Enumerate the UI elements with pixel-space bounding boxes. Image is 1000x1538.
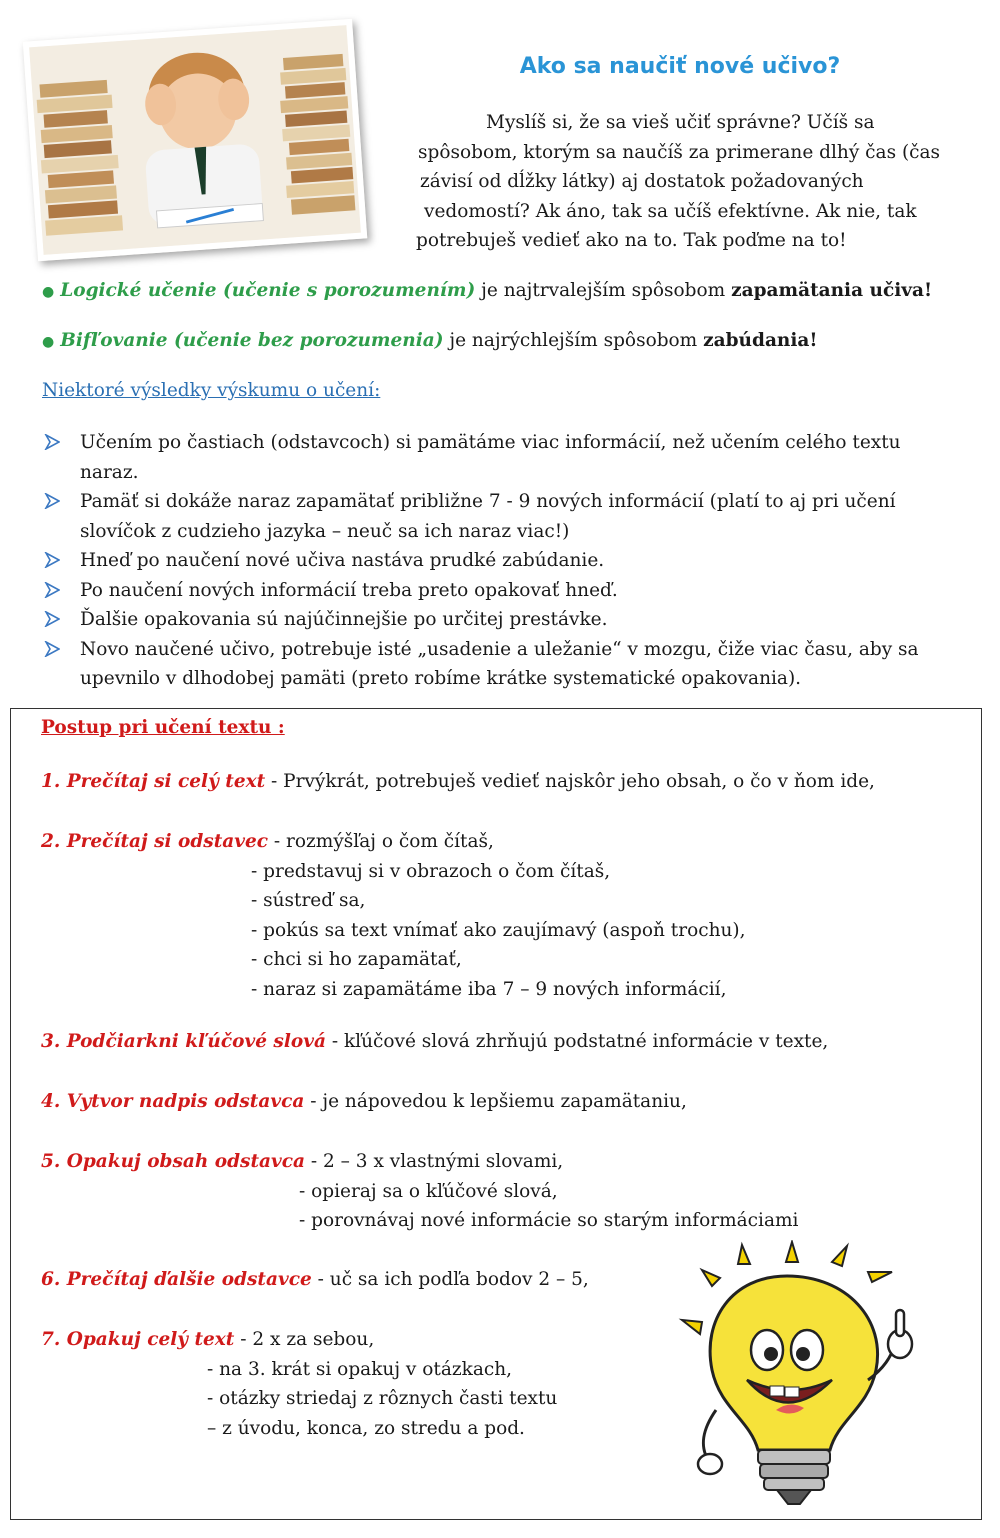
step-label: 5. Opakuj obsah odstavca [41,1151,305,1172]
intro-line: potrebuješ vedieť ako na to. Tak poďme na to! [416,230,847,251]
bullet-highlight: Logické učenie (učenie s porozumením) [60,280,476,301]
list-item-line: Novo naučené učivo, potrebuje isté „usadenie a uležanie“ v mozgu, čiže viac času, aby sa [80,638,919,660]
research-heading: Niektoré výsledky výskumu o učení: [42,380,381,401]
arrow-bullet-icon [44,641,60,657]
list-item-line: Pamäť si dokáže naraz zapamätať približne 7 - 9 nových informácií (platí to aj pri učení [80,491,896,512]
step-text: - je nápovedou k lepšiemu zapamätaniu, [304,1091,687,1112]
step-label: 2. Prečítaj si odstavec [41,831,269,852]
bullet-text: je najrýchlejším spôsobom [443,330,704,351]
bullet-dot-icon: ● [42,334,55,350]
step-label: 1. Prečítaj si celý text [41,771,266,792]
list-item [44,487,964,546]
arrow-bullet-icon [44,611,60,627]
procedure-step [41,1027,828,1057]
procedure-step [41,1325,374,1355]
list-item-line: Po naučení nových informácií treba preto opakovať hneď. [80,579,618,601]
bullet-highlight: Bifľovanie (učenie bez porozumenia) [60,330,444,351]
bullet-bold: zabúdania! [703,330,818,351]
step-text: - rozmýšľaj o čom čítaš, [268,831,494,852]
step-label: 3. Podčiarkni kľúčové slová [41,1031,326,1052]
step-subitem: - pokús sa text vnímať ako zaujímavý (aspoň trochu), [251,919,746,941]
bullet-bold: zapamätania učiva! [731,280,933,301]
bullet-logical-learning [42,280,932,301]
arrow-bullet-icon [44,434,60,450]
bullet-dot-icon: ● [42,284,55,300]
lightbulb-cartoon-icon [672,1240,922,1510]
list-item-line: Učením po častiach (odstavcoch) si pamätáme viac informácií, než učením celého textu [80,432,901,453]
arrow-bullet-icon [44,582,60,598]
research-list [44,428,964,694]
step-subitem: - na 3. krát si opakuj v otázkach, [207,1358,513,1380]
child-with-books-image [23,19,368,261]
intro-line: Myslíš si, že sa vieš učiť správne? Učíš sa [486,112,875,133]
list-item [44,428,964,487]
step-subitem: – z úvodu, konca, zo stredu a pod. [207,1417,525,1439]
step-subitem: - predstavuj si v obrazoch o čom čítaš, [251,860,611,882]
step-label: 4. Vytvor nadpis odstavca [41,1091,305,1112]
list-item [44,635,964,694]
list-item-line: naraz. [80,461,139,483]
intro-line: vedomostí? Ak áno, tak sa učíš efektívne. Ak nie, tak [424,200,917,222]
procedure-heading: Postup pri učení textu : [41,717,285,738]
page-title: Ako sa naučiť nové učivo? [519,54,841,79]
procedure-step [41,827,494,857]
step-text: - uč sa ich podľa bodov 2 – 5, [311,1269,589,1290]
list-item [44,605,964,635]
bullet-rote-learning [42,330,818,351]
step-label: 6. Prečítaj ďalšie odstavce [41,1269,312,1290]
list-item-line: Ďalšie opakovania sú najúčinnejšie po určitej prestávke. [80,609,608,630]
intro-paragraph [412,108,952,256]
step-subitem: - porovnávaj nové informácie so starým informáciami [299,1210,799,1231]
procedure-step [41,1087,687,1117]
intro-line: spôsobom, ktorým sa naučíš za primerane dlhý čas (čas [418,141,941,163]
arrow-bullet-icon [44,493,60,509]
bullet-text: je najtrvalejším spôsobom [475,280,732,301]
list-item [44,576,964,606]
step-text: - Prvýkrát, potrebuješ vedieť najskôr jeho obsah, o čo v ňom ide, [265,771,875,792]
step-text: - kľúčové slová zhrňujú podstatné informácie v texte, [325,1031,829,1052]
step-subitem: - naraz si zapamätáme iba 7 – 9 nových informácií, [251,978,727,1000]
procedure-step [41,1265,589,1295]
intro-line: závisí od dĺžky látky) aj dostatok požadovaných [420,171,864,192]
list-item-line: slovíčok z cudzieho jazyka – neuč sa ich naraz viac!) [80,520,570,542]
step-subitem: - otázky striedaj z rôznych časti textu [207,1388,558,1409]
step-subitem: - sústreď sa, [251,890,366,911]
procedure-step [41,767,875,797]
step-label: 7. Opakuj celý text [41,1329,235,1350]
step-text: - 2 – 3 x vlastnými slovami, [305,1151,564,1172]
list-item-line: Hneď po naučení nové učiva nastáva prudké zabúdanie. [80,550,605,571]
list-item [44,546,964,576]
procedure-step [41,1147,563,1177]
step-subitem: - opieraj sa o kľúčové slová, [299,1180,558,1202]
step-text: - 2 x za sebou, [234,1329,375,1350]
step-subitem: - chci si ho zapamätať, [251,949,462,970]
list-item-line: upevnilo v dlhodobej pamäti (preto robíme krátke systematické opakovania). [80,668,802,689]
arrow-bullet-icon [44,552,60,568]
